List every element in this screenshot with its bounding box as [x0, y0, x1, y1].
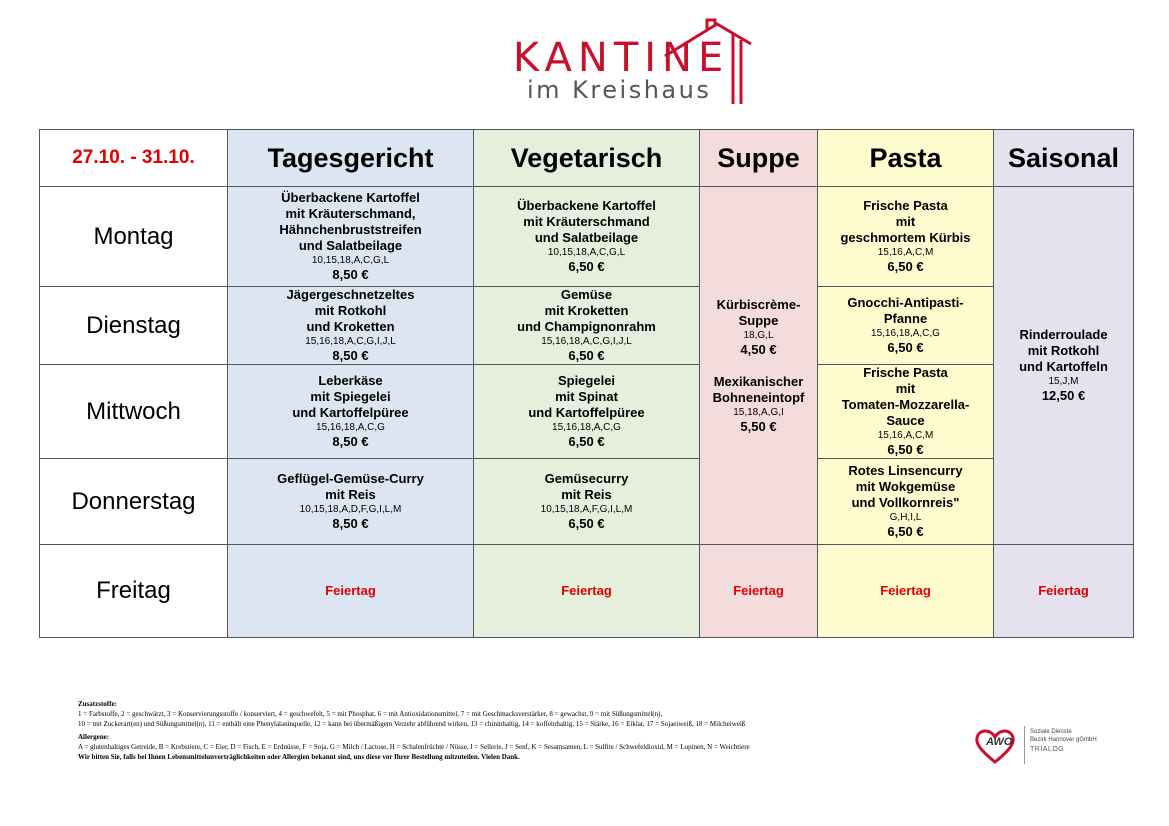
dish-line: mit Spinat	[555, 389, 618, 404]
dish-line: mit Kroketten	[544, 303, 629, 318]
dish-line: und Kroketten	[306, 319, 395, 334]
price: 8,50 €	[332, 267, 369, 282]
dish-line: Bohneneintopf	[712, 389, 805, 405]
allergen-codes: 15,16,18,A,C,G,I,J,L	[305, 336, 396, 347]
soup-item	[704, 297, 813, 358]
price: 6,50 €	[887, 524, 924, 539]
week-date-range: 27.10. - 31.10.	[40, 130, 228, 187]
trialog-label: TRIALOG	[1030, 746, 1065, 753]
price: 8,50 €	[332, 348, 369, 363]
price: 6,50 €	[568, 434, 605, 449]
dish-line: Tomaten-Mozzarella-	[841, 397, 970, 412]
saisonal-week	[994, 187, 1134, 545]
kantine-logo	[505, 18, 755, 108]
tagesgericht-montag	[228, 187, 474, 287]
additives-allergens-legend	[78, 699, 948, 762]
allergen-codes: G,H,I,L	[889, 512, 922, 523]
dish-line: Gemüse	[560, 287, 613, 302]
dish-line: Leberkäse	[318, 373, 383, 388]
column-header-vegetarisch: Vegetarisch	[474, 130, 700, 187]
allergen-codes: 15,16,18,A,C,G	[316, 422, 385, 433]
dish-line: und Kartoffelpüree	[528, 405, 645, 420]
dish-line: und Champignonrahm	[517, 319, 656, 334]
price: 4,50 €	[740, 341, 777, 357]
tagesgericht-donnerstag	[228, 459, 474, 545]
allergens-line: A = glutenhaltiges Getreide, B = Krebstiere, C = Eier, D = Fisch, E = Erdnüsse, F = Soja, G = Milch / Lactose, H = Schalenfrüchte / Nüsse, I = Sellerie, J = Senf, K = Sesamsamen, L = Sulfite / Schwefeldioxid, M = Lupinen, N = Weichtiere	[78, 743, 750, 751]
pasta-montag	[818, 187, 994, 287]
dish-line: Spiegelei	[557, 373, 616, 388]
awo-label: AWO	[986, 736, 1013, 748]
dish-line: Sauce	[886, 413, 925, 428]
price: 5,50 €	[740, 418, 777, 434]
dish-line: Mexikanischer	[713, 373, 804, 389]
vegetarisch-donnerstag	[474, 459, 700, 545]
dish-line: mit Kräuterschmand	[523, 214, 650, 229]
holiday-label: Feiertag	[561, 583, 612, 598]
divider	[1024, 726, 1025, 764]
dish-line: Überbackene Kartoffel	[281, 190, 420, 205]
dish-line: mit	[895, 381, 916, 396]
dish-line: mit Reis	[325, 487, 376, 502]
day-freitag: Freitag	[40, 545, 228, 638]
price: 6,50 €	[887, 442, 924, 457]
dish-line: mit Kräuterschmand,	[285, 206, 416, 221]
day-mittwoch: Mittwoch	[40, 365, 228, 459]
dish-line: mit Reis	[561, 487, 612, 502]
allergen-codes: 10,15,18,A,C,G,L	[547, 247, 626, 258]
column-header-suppe: Suppe	[700, 130, 818, 187]
allergen-codes: 15,16,18,A,C,G	[871, 328, 940, 339]
tagesgericht-freitag	[228, 545, 474, 638]
house-roof-icon	[655, 18, 755, 108]
vegetarisch-freitag	[474, 545, 700, 638]
holiday-label: Feiertag	[733, 583, 784, 598]
dish-line: mit Spiegelei	[310, 389, 391, 404]
allergen-codes: 15,16,A,C,M	[877, 430, 934, 441]
holiday-label: Feiertag	[880, 583, 931, 598]
allergen-codes: 10,15,18,A,D,F,G,I,L,M	[299, 504, 402, 515]
dish-line: Frische Pasta	[863, 365, 948, 380]
dish-line: mit Wokgemüse	[855, 479, 956, 494]
dish-line: Gnocchi-Antipasti-	[847, 295, 964, 310]
additives-line: 1 = Farbstoffe, 2 = geschwärzt, 3 = Konservierungsstoffe / konserviert, 4 = geschwefelt, 5 = mit Phosphat, 6 = mit Antioxidationsmittel, 7 = mit Geschmacksverstärker, 8 = gewachst, 9 = mit Süßungsmittel(n),	[78, 710, 663, 718]
dish-line: Geflügel-Gemüse-Curry	[277, 471, 424, 486]
dish-line: Hähnchenbruststreifen	[279, 222, 422, 237]
saisonal-freitag	[994, 545, 1134, 638]
vegetarisch-dienstag	[474, 287, 700, 365]
dish-line: Jägergeschnetzeltes	[286, 287, 415, 302]
price: 8,50 €	[332, 434, 369, 449]
vegetarisch-montag	[474, 187, 700, 287]
day-donnerstag: Donnerstag	[40, 459, 228, 545]
dish-line: und Salatbeilage	[298, 238, 403, 253]
awo-logo	[970, 722, 1120, 772]
dish-line: mit	[895, 214, 916, 229]
dish-line: mit Rotkohl	[314, 303, 387, 318]
price: 6,50 €	[887, 340, 924, 355]
price: 6,50 €	[568, 348, 605, 363]
suppe-freitag	[700, 545, 818, 638]
pasta-dienstag	[818, 287, 994, 365]
holiday-label: Feiertag	[325, 583, 376, 598]
tagesgericht-mittwoch	[228, 365, 474, 459]
pasta-mittwoch	[818, 365, 994, 459]
price: 12,50 €	[1041, 388, 1086, 403]
awo-line2: Bezirk Hannover gGmbH	[1030, 737, 1097, 743]
column-header-tagesgericht: Tagesgericht	[228, 130, 474, 187]
pasta-donnerstag	[818, 459, 994, 545]
price: 8,50 €	[332, 516, 369, 531]
allergens-title: Allergene:	[78, 733, 110, 741]
allergen-codes: 10,15,18,A,F,G,I,L,M	[540, 504, 633, 515]
soup-item	[704, 374, 813, 435]
dish-line: Überbackene Kartoffel	[517, 198, 656, 213]
dish-line: Pfanne	[883, 311, 928, 326]
price: 6,50 €	[568, 516, 605, 531]
day-montag: Montag	[40, 187, 228, 287]
column-header-saisonal: Saisonal	[994, 130, 1134, 187]
additives-title: Zusatzstoffe:	[78, 700, 117, 708]
price: 6,50 €	[887, 259, 924, 274]
suppe-week	[700, 187, 818, 545]
dish-line: und Kartoffelpüree	[292, 405, 409, 420]
dish-line: mit Rotkohl	[1027, 343, 1100, 358]
dish-line: Rotes Linsencurry	[848, 463, 963, 478]
price: 6,50 €	[568, 259, 605, 274]
allergen-codes: 15,16,18,A,C,G,I,J,L	[541, 336, 632, 347]
dish-line: und Kartoffeln	[1019, 359, 1108, 374]
logo-title: KANTINE	[513, 35, 730, 81]
logo-subtitle: im Kreishaus	[527, 76, 712, 104]
allergen-codes: 15,J,M	[1048, 376, 1079, 387]
vegetarisch-mittwoch	[474, 365, 700, 459]
allergen-codes: 10,15,18,A,C,G,L	[311, 255, 390, 266]
weekly-menu-table	[39, 129, 1134, 638]
allergen-codes: 18,G,L	[743, 329, 774, 341]
dish-line: Kürbiscrème-	[716, 296, 801, 312]
dish-line: Suppe	[738, 312, 779, 328]
awo-line1: Soziale Dienste	[1030, 729, 1072, 735]
day-dienstag: Dienstag	[40, 287, 228, 365]
allergen-codes: 15,16,A,C,M	[877, 247, 934, 258]
tagesgericht-dienstag	[228, 287, 474, 365]
dish-line: und Salatbeilage	[534, 230, 639, 245]
column-header-pasta: Pasta	[818, 130, 994, 187]
additives-line: 10 = mit Zuckerart(en) und Süßungsmittel(n), 11 = enthält eine Phenylalaninquelle, 12 = kann bei übermäßigem Verzehr abführend wirken, 13 = chininhaltig, 14 = koffeinhaltig, 15 = Stärke, 16 = Eiklar, 17 = Sojaeiweiß, 18 = Milcheiweiß	[78, 720, 746, 728]
allergen-codes: 15,16,18,A,C,G	[552, 422, 621, 433]
allergen-codes: 15,18,A,G,I	[733, 406, 784, 418]
pasta-freitag	[818, 545, 994, 638]
dish-line: Frische Pasta	[863, 198, 948, 213]
allergy-notice: Wir bitten Sie, falls bei Ihnen Lebensmittelunverträglichkeiten oder Allergien bekannt sind, uns diese vor Ihrer Bestellung mitzuteilen. Vielen Dank.	[78, 753, 520, 761]
dish-line: Rinderroulade	[1019, 327, 1108, 342]
holiday-label: Feiertag	[1038, 583, 1089, 598]
dish-line: geschmortem Kürbis	[840, 230, 971, 245]
dish-line: Gemüsecurry	[544, 471, 629, 486]
awo-org-text	[1030, 728, 1097, 744]
dish-line: und Vollkornreis"	[851, 495, 960, 510]
